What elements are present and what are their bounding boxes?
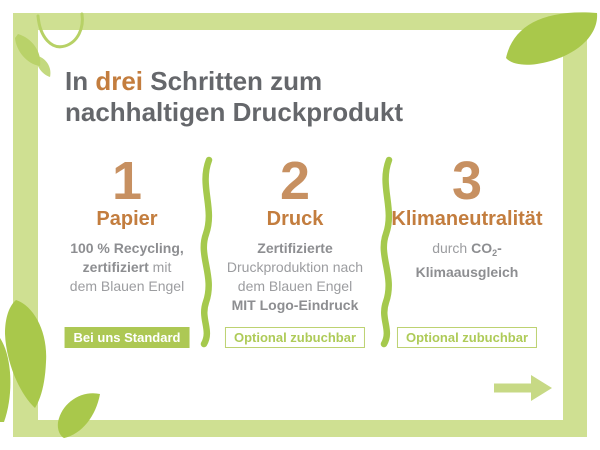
step-heading: Druck — [266, 208, 324, 230]
step-description: Zertifizierte Druckproduktion nach dem Blauen Engel MIT Logo-Eindruck — [226, 240, 364, 313]
step-column-papier — [52, 152, 202, 348]
next-arrow-icon[interactable] — [494, 374, 554, 402]
status-badge: Optional zubuchbar — [397, 327, 537, 348]
title-highlight: drei — [95, 66, 144, 96]
step-column-klimaneutralitaet — [385, 152, 549, 348]
step-number: 1 — [111, 151, 143, 211]
leaf-decoration-top-right-icon — [503, 6, 600, 70]
step-heading: Klimaneutralität — [391, 208, 543, 230]
page-title-line2: nachhaltigen Druckprodukt — [65, 97, 404, 127]
status-badge: Optional zubuchbar — [225, 327, 365, 348]
step-number: 2 — [279, 151, 311, 211]
page-title — [65, 66, 403, 128]
step-column-druck — [213, 152, 377, 348]
status-badge: Bei uns Standard — [65, 327, 190, 348]
page-title-line1: In drei Schritten zum — [65, 66, 323, 96]
step-description: durch $CO_2-$ Klimaausgleich — [415, 240, 519, 280]
step-description: 100 % Recycling, zertifiziert mit dem Blauen Engel — [69, 240, 185, 294]
step-number: 3 — [451, 151, 483, 211]
step-heading: Papier — [96, 208, 158, 230]
